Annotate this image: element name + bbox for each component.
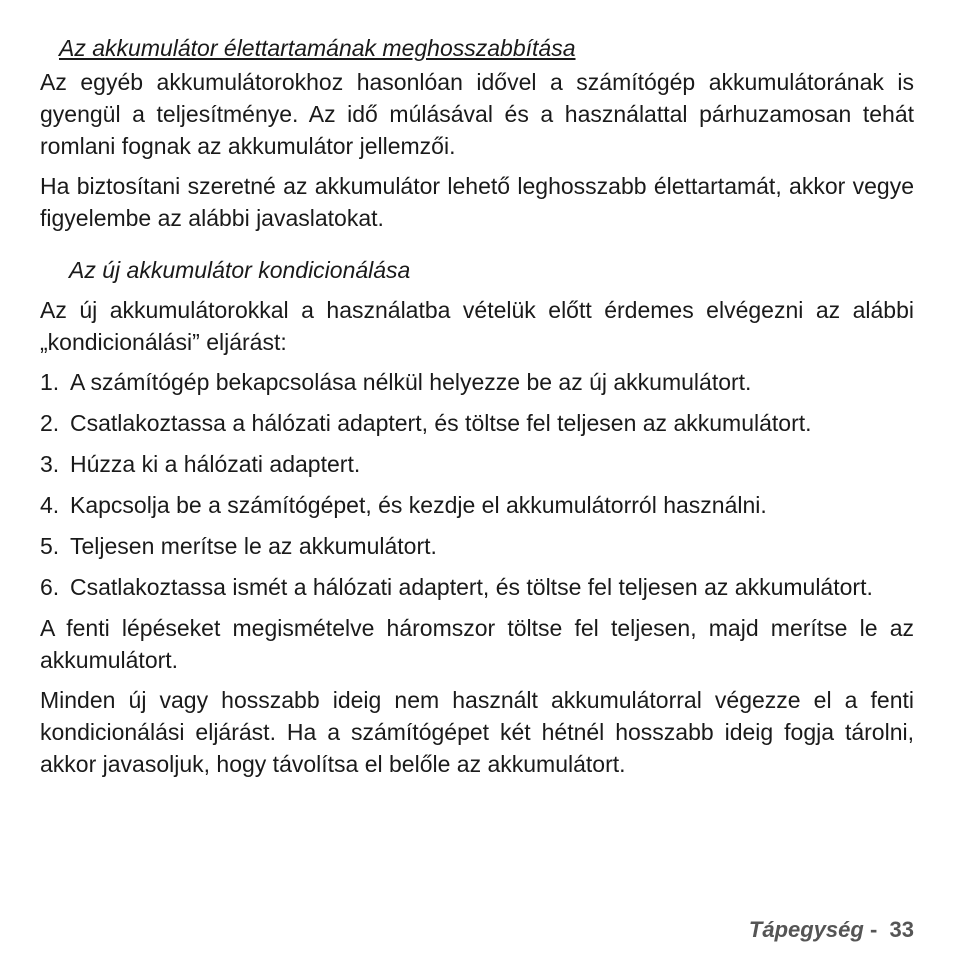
list-item (40, 571, 914, 603)
page-footer (749, 914, 914, 946)
list-item (40, 366, 914, 398)
step-number: 6. (40, 574, 60, 600)
section-heading: Az akkumulátor élettartamának meghosszabbítása (59, 35, 576, 61)
step-number: 5. (40, 533, 60, 559)
list-item (40, 489, 914, 521)
list-item (40, 407, 914, 439)
step-text: Teljesen merítse le az akkumulátort. (70, 533, 437, 559)
step-text: A számítógép bekapcsolása nélkül helyezze be az új akkumulátort. (70, 369, 752, 395)
closing-paragraph-1: A fenti lépéseket megismételve háromszor töltse fel teljesen, majd merítse le az akkumulátort. (40, 615, 914, 673)
step-number: 4. (40, 492, 60, 518)
subsection-heading: Az új akkumulátor kondicionálása (69, 257, 411, 283)
footer-section-title: Tápegység (748, 917, 864, 942)
step-text: Csatlakoztassa ismét a hálózati adaptert, és töltse fel teljesen az akkumulátort. (70, 574, 873, 600)
step-number: 2. (40, 410, 60, 436)
step-number: 1. (40, 369, 60, 395)
closing-paragraph-2: Minden új vagy hosszabb ideig nem használt akkumulátorral végezze el a fenti kondicionálási eljárást. Ha a számítógépet két hétnél hosszabb ideig fogja tárolni, akkor javasoljuk, hogy távolítsa el belőle az akkumulátort. (40, 687, 914, 777)
intro-paragraph-2: Ha biztosítani szeretné az akkumulátor lehető leghosszabb élettartamát, akkor vegye figyelembe az alábbi javaslatokat. (40, 173, 914, 231)
list-item (40, 448, 914, 480)
document-page (40, 32, 914, 788)
step-text: Kapcsolja be a számítógépet, és kezdje el akkumulátorról használni. (70, 492, 767, 518)
subsection-intro: Az új akkumulátorokkal a használatba vételük előtt érdemes elvégezni az alábbi „kondicionálási” eljárást: (40, 297, 914, 355)
step-text: Húzza ki a hálózati adaptert. (70, 451, 361, 477)
footer-separator: - (863, 917, 890, 942)
steps-list (40, 366, 914, 603)
page-number: 33 (889, 917, 914, 942)
list-item (40, 530, 914, 562)
step-text: Csatlakoztassa a hálózati adaptert, és töltse fel teljesen az akkumulátort. (70, 410, 812, 436)
intro-paragraph-1: Az egyéb akkumulátorokhoz hasonlóan idővel a számítógép akkumulátorának is gyengül a teljesítménye. Az idő múlásával és a használattal párhuzamosan tehát romlani fognak az akkumulátor jellemzői. (40, 69, 914, 159)
step-number: 3. (40, 451, 60, 477)
